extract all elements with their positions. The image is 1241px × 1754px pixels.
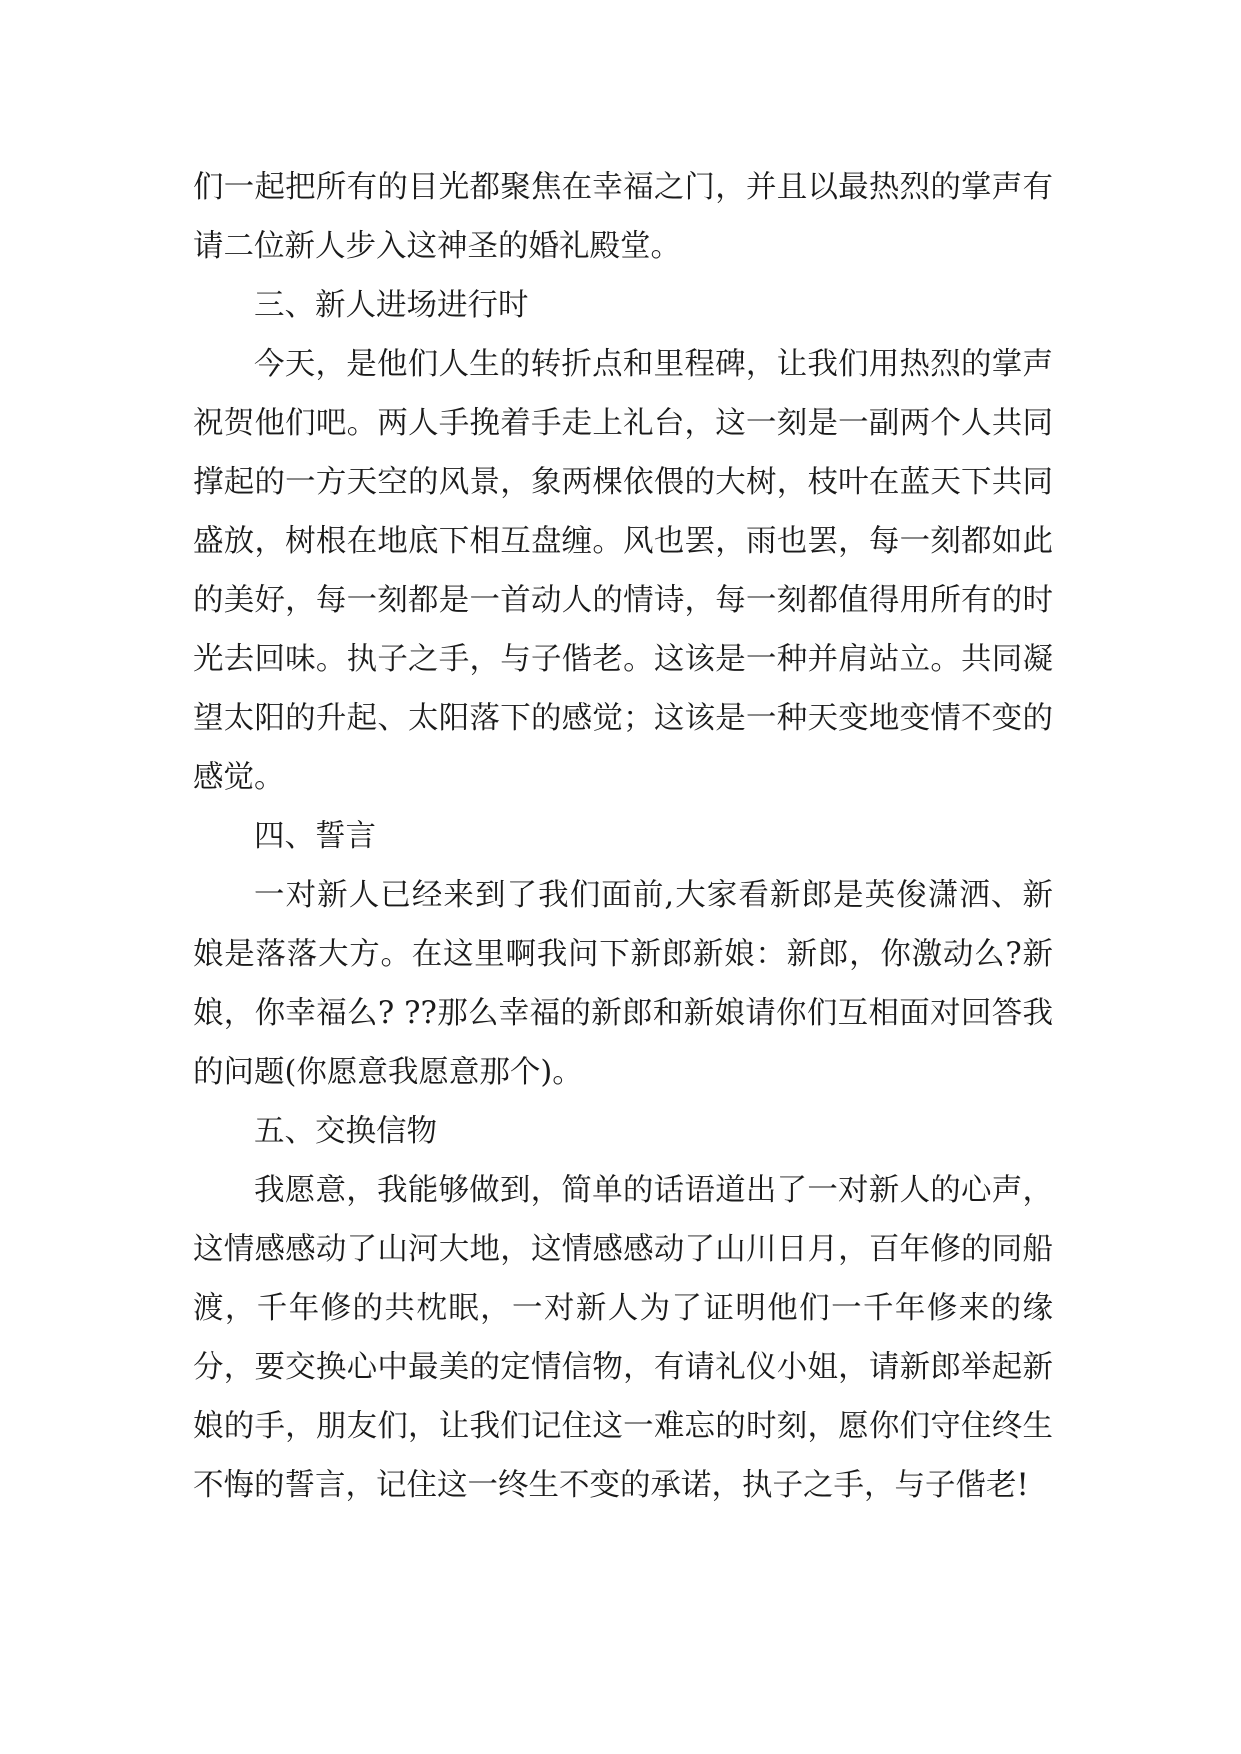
paragraph-entrance: 今天，是他们人生的转折点和里程碑，让我们用热烈的掌声祝贺他们吧。两人手挽着手走上礼台，这一刻是一副两个人共同撑起的一方天空的风景，象两棵依偎的大树，枝叶在蓝天下共同盛放，树根在地底下相互盘缠。风也罢，雨也罢，每一刻都如此的美好，每一刻都是一首动人的情诗，每一刻都值得用所有的时光去回味。执子之手，与子偕老。这该是一种并肩站立。共同凝望太阳的升起、太阳落下的感觉；这该是一种天变地变情不变的感觉。 (193, 347, 1053, 795)
paragraph-continuation: 们一起把所有的目光都聚焦在幸福之门，并且以最热烈的掌声有请二位新人步入这神圣的婚礼殿堂。 (193, 170, 1053, 264)
section-heading-vows: 四、誓言 (254, 819, 376, 854)
section-heading-entrance: 三、新人进场进行时 (254, 288, 529, 323)
document-body (193, 158, 1053, 1515)
paragraph-vows: 一对新人已经来到了我们面前,大家看新郎是英俊潇洒、新娘是落落大方。在这里啊我问下新郎新娘：新郎，你激动么?新娘，你幸福么? ??那么幸福的新郎和新娘请你们互相面对回答我的问题(你愿意我愿意那个)。 (193, 878, 1053, 1090)
section-heading-exchange: 五、交换信物 (254, 1114, 437, 1149)
paragraph-exchange: 我愿意，我能够做到，简单的话语道出了一对新人的心声，这情感感动了山河大地，这情感感动了山川日月，百年修的同船渡，千年修的共枕眠，一对新人为了证明他们一千年修来的缘分，要交换心中最美的定情信物，有请礼仪小姐，请新郎举起新娘的手，朋友们，让我们记住这一难忘的时刻，愿你们守住终生不悔的誓言，记住这一终生不变的承诺，执子之手，与子偕老! (193, 1173, 1053, 1503)
